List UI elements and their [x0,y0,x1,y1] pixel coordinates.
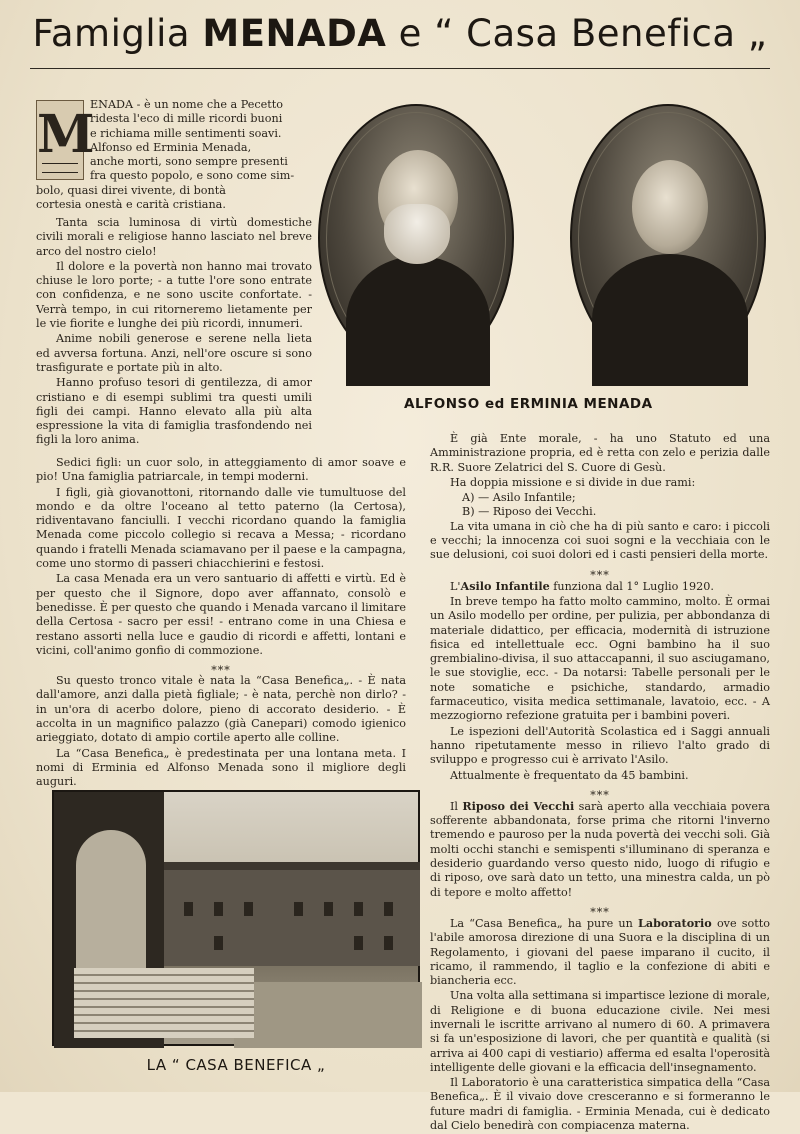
title-post: e “ Casa Benefica „ [386,12,768,55]
paragraph: Il dolore e la povertà non hanno mai trovato chiuse le loro porte; - a tutte l'ore sono entrate con confidenza, e ne sono uscite confortate. - Verrà tempo, in cui ritorneremo lietamente per le vie fiorite e lunghe dei più ricordi, innumeri. [36,259,312,331]
intro-line: fra questo popolo, e sono come sim- [90,169,295,183]
paragraph: La casa Menada era un vero santuario di affetti e virtù. Ed è per questo che il Signore, dopo aver affannato, consolò e benedisse. È per questo che quando i Menada varcano il limitare della Certosa - sacro per essi! - entrano come in una Chiesa e restano assorti nella luce e gaudio di ricordi e affetti, lontani e vicini, coll'animo gonfio di commozione. [36,572,406,657]
paragraph: Hanno profuso tesori di gentilezza, di amor cristiano e di esempi sublimi tra questi umili figli dei campi. Hanno elevato alla più alta espressione la vita di famiglia trasfondendo nei figli la loro anima. [36,376,312,447]
paragraph: Il Laboratorio è una caratteristica simpatica della “Casa Benefica„. È il vivaio dove cresceranno e si formeranno le future madri di famiglia. - Erminia Menada, cui è dedicato dal Cielo benedirà con compiacenza materna. [430,1076,770,1133]
intro-line: Alfonso ed Erminia Menada, [90,140,252,154]
title-bold: MENADA [202,12,387,55]
portrait-caption: ALFONSO ed ERMINIA MENADA [404,396,653,412]
left-column-wide [36,456,406,791]
page-title [0,12,800,55]
photo-caption: LA “ CASA BENEFICA „ [146,1056,326,1074]
paragraph: Una volta alla settimana si impartisce lezione di morale, di Religione e di buona educazione civile. Nei mesi invernali le iscritte arrivano al numero di 60. A primavera si fa un'esposizione di lavori, che per quantità e qualità (si arriva ai 400 capi di vestiario) afferma ed esalta l'operosità intelligente delle giovani e la efficacia dell'insegnamento. [430,989,770,1074]
paragraph: La vita umana in ciò che ha di più santo e caro: i piccoli e vecchi; la innocenza coi suoi sogni e la vecchiaia con le sue delusioni, coi suoi dolori ed i casti pensieri della morte. [430,519,770,562]
section-stars: ⁎⁎⁎ [590,564,610,578]
left-column-narrow [36,216,312,449]
branch-item: B) — Riposo dei Vecchi. [462,505,597,519]
intro-line: ridesta l'eco di mille ricordi buoni [90,112,283,126]
paragraph: I figli, già giovanottoni, ritornando dalle vie tumultuose del mondo e da oltre l'oceano al tetto paterno (la Certosa), ridiventavano fanciulli. I vecchi ricordano quando la famiglia Menada come piccolo collegio si recava a Messa; - ricordano quando i fratelli Menada sciamavano per il paese e la campagna, come uno stormo di passeri chiacchierini e festosi. [36,485,406,571]
lab-paragraph: La “Casa Benefica„ ha pure un Laboratorio ove sotto l'abile amorosa direzione di una Suora e la disciplina di un Regolamento, i giovani del paese imparano il cucito, il ricamo, il rammendo, il taglio e la confezione di abiti e biancheria ecc. [430,915,770,988]
paragraph: Anime nobili generose e serene nella lieta ed avversa fortuna. Anzi, nell'ore oscure si sono trasfigurate e portate più in alto. [36,332,312,374]
riposo-bold: Riposo dei Vecchi [462,798,575,813]
title-pre: Famiglia [32,12,203,55]
dropcap [36,100,95,180]
branch-item: A) — Asilo Infantile; [462,491,576,505]
section-stars: ⁎⁎⁎ [590,784,610,798]
portrait-erminia [570,104,766,372]
paragraph: Attualmente è frequentato da 45 bambini. [450,768,689,782]
portrait-alfonso [318,104,514,372]
paragraph: Le ispezioni dell'Autorità Scolastica ed i Saggi annuali hanno ripetutamente messo in rilievo l'alto grado di sviluppo e progresso cui è arrivato l'Asilo. [430,724,770,767]
paragraph: È già Ente morale, - ha uno Statuto ed una Amministrazione propria, ed è retta con zelo e perizia dalle R.R. Suore Zelatrici del S. Cuore di Gesù. [430,432,770,474]
intro-line: e richiama mille sentimenti soavi. [90,126,282,140]
right-column [430,432,770,1134]
paragraph: Su questo tronco vitale è nata la “Casa Benefica„. - È nata dall'amore, anzi dalla pietà figliale; - è nata, perchè non dirlo? - in un'ora di acerbo dolore, pieno di accorato desiderio. - È accolta in un magnifico palazzo (già Canepari) comodo igienico arieggiato, dotato di ampio cortile aperto alle colline. [36,674,406,745]
paragraph: Sedici figli: un cuor solo, in atteggiamento di amor soave e pio! Una famiglia patriarcale, in tempi moderni. [36,456,406,484]
paragraph: In breve tempo ha fatto molto cammino, molto. È ormai un Asilo modello per ordine, per pulizia, per abbondanza di materiale didattico, per efficacia, modernità di istruzione fisica ed intellettuale ecc. Ogni bambino ha il suo grembialino-divisa, il suo attaccapanni, il suo asciugamano, le sue stoviglie, ecc. - Da notarsi: Tabelle personali per le note somatiche e psichiche, standardo, armadio farmaceutico, visita medica settimanale, lavatoio, ecc. - A mezzogiorno refezione gratuita per i bambini poveri. [430,594,770,723]
intro-line: ENADA - è un nome che a Pecetto [90,98,283,111]
paragraph: La “Casa Benefica„ è predestinata per una lontana meta. I nomi di Erminia ed Alfonso Menada sono il migliore degli auguri. [36,746,406,789]
paragraph: Tanta scia luminosa di virtù domestiche civili morali e religiose hanno lasciato nel breve arco del nostro cielo! [36,216,312,258]
asilo-bold: Asilo Infantile [460,578,550,593]
title-rule [30,68,770,69]
section-stars: ⁎⁎⁎ [590,901,610,915]
intro-line: bolo, quasi direi vivente, di bontà [36,183,226,197]
section-stars: ⁎⁎⁎ [211,660,231,674]
asilo-heading: L'Asilo Infantile funziona dal 1° Luglio 1920. [450,578,714,593]
paragraph: Ha doppia missione e si divide in due rami: [450,475,696,489]
riposo-paragraph: Il Riposo dei Vecchi sarà aperto alla vecchiaia povera sofferente abbandonata, forse prima che ritorni l'inverno tremendo e pauroso per la nuda povertà dei vecchi soli. Già molti occhi stanchi e semispenti s'illuminano di speranza e desiderio guardando verso questo nido, luogo di rifugio e di riposo, ove sarà dato un tetto, una minestra calda, un pò di tepore e molto affetto! [430,798,770,899]
intro-line: cortesia onestà e carità cristiana. [36,198,226,212]
lab-bold: Laboratorio [637,915,712,930]
casa-benefica-photo [52,790,420,1046]
dropcap-letter: M [37,104,95,165]
dropcap-ornament [42,163,78,173]
intro-line: anche morti, sono sempre presenti [90,155,288,169]
